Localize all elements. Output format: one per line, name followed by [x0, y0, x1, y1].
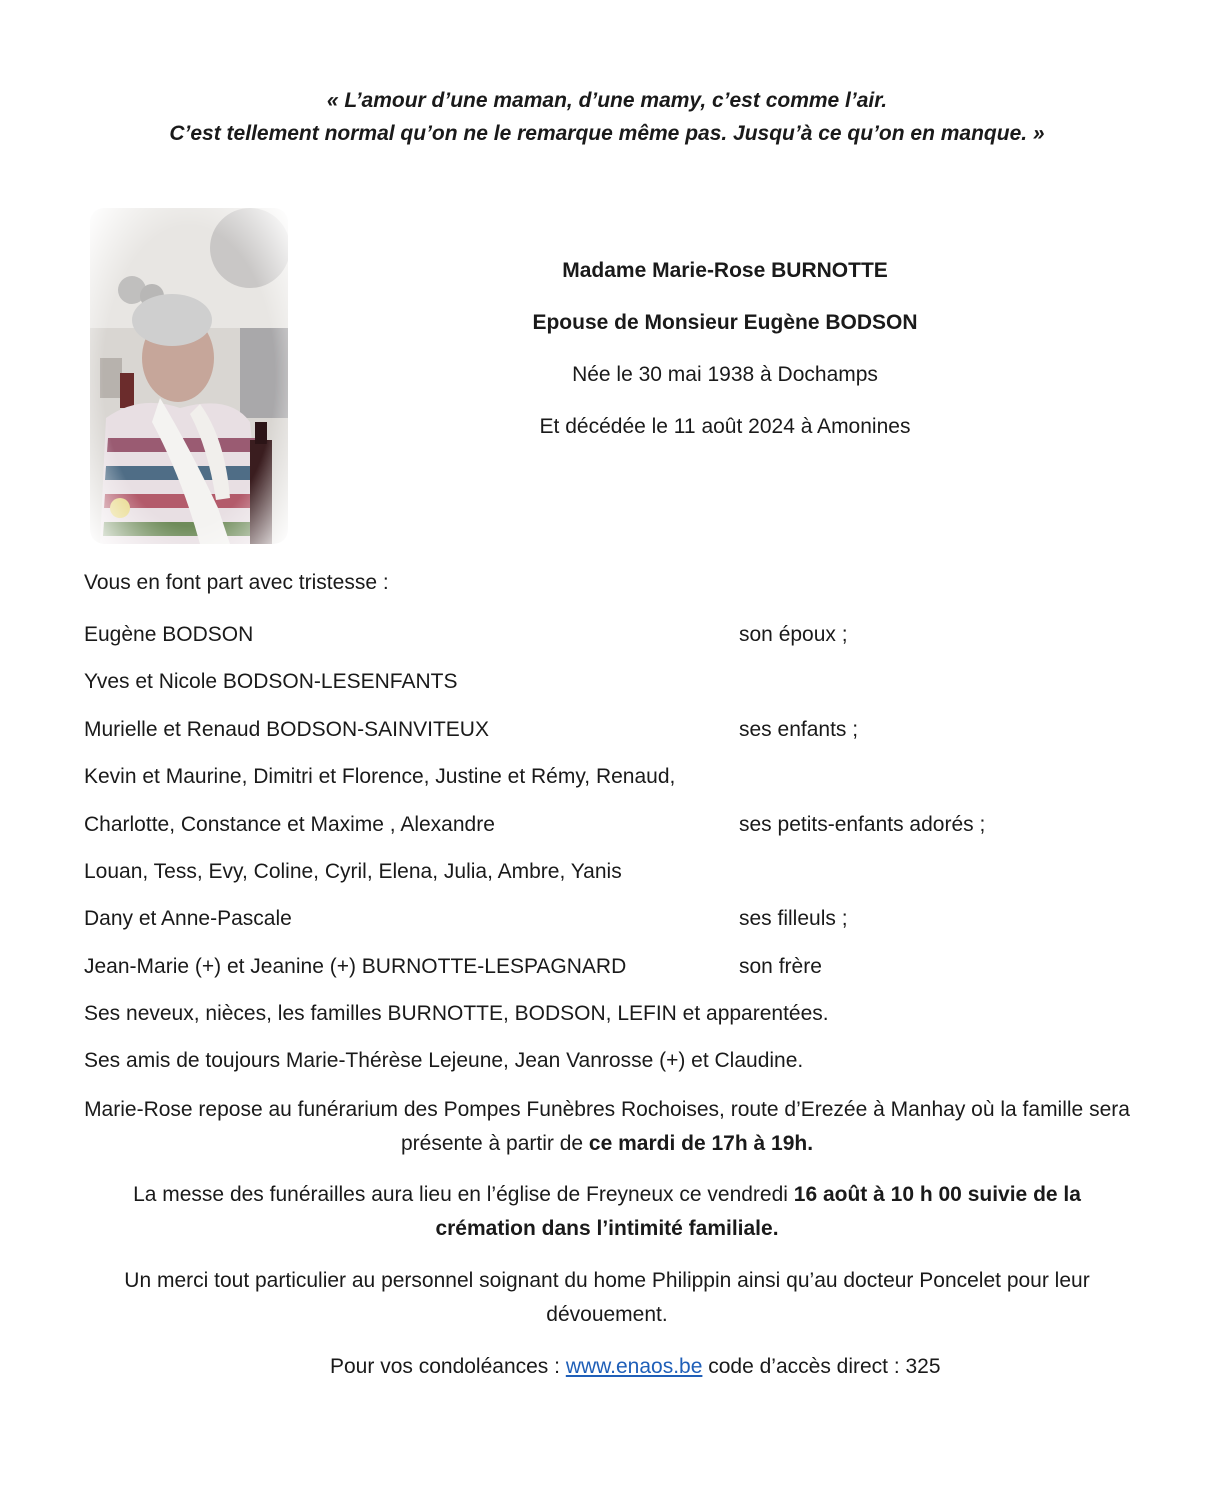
condolences-suffix: code d’accès direct : 325	[702, 1355, 941, 1378]
family-role: ses petits-enfants adorés ;	[739, 813, 986, 836]
family-role: ses enfants ;	[739, 718, 859, 741]
deceased-name: Madame Marie-Rose BURNOTTE	[562, 259, 888, 282]
family-names: Yves et Nicole BODSON-LESENFANTS	[84, 670, 458, 693]
condolences-link[interactable]: www.enaos.be	[565, 1355, 703, 1378]
portrait-photo	[90, 208, 288, 544]
family-names: Charlotte, Constance et Maxime , Alexandre	[84, 813, 495, 836]
family-names: Ses amis de toujours Marie-Thérèse Lejeune, Jean Vanrosse (+) et Claudine.	[84, 1049, 804, 1072]
family-names: Eugène BODSON	[84, 623, 254, 646]
family-names: Jean-Marie (+) et Jeanine (+) BURNOTTE-LESPAGNARD	[84, 955, 627, 978]
funerarium-hours: ce mardi de 17h à 19h.	[588, 1132, 814, 1155]
mass-paragraph	[80, 1178, 1134, 1246]
funerarium-paragraph	[80, 1093, 1134, 1161]
intro-line: Vous en font part avec tristesse :	[84, 571, 389, 594]
family-names: Murielle et Renaud BODSON-SAINVITEUX	[84, 718, 489, 741]
family-names: Kevin et Maurine, Dimitri et Florence, Justine et Rémy, Renaud,	[84, 765, 676, 788]
funerarium-text: Marie-Rose repose au funérarium des Pompes Funèbres Rochoises, route d’Erezée à Manhay où la famille sera présente à partir de	[84, 1098, 1130, 1155]
family-names: Dany et Anne-Pascale	[84, 907, 292, 930]
mass-text: La messe des funérailles aura lieu en l’église de Freyneux ce vendredi	[133, 1183, 794, 1206]
condolences-line	[330, 1350, 941, 1384]
death-line: Et décédée le 11 août 2024 à Amonines	[539, 415, 911, 438]
thanks-paragraph: Un merci tout particulier au personnel soignant du home Philippin ainsi qu’au docteur Poncelet pour leur dévouement.	[124, 1269, 1090, 1326]
family-role: ses filleuls ;	[739, 907, 848, 930]
quote-line-1: « L’amour d’une maman, d’une mamy, c’est comme l’air.	[326, 89, 888, 112]
family-role: son époux ;	[739, 623, 848, 646]
mass-date: 16 août à 10 h 00 suivie de la crémation dans l’intimité familiale.	[435, 1183, 1081, 1240]
spouse-line: Epouse de Monsieur Eugène BODSON	[532, 311, 918, 334]
family-names: Louan, Tess, Evy, Coline, Cyril, Elena, Julia, Ambre, Yanis	[84, 860, 622, 883]
quote-line-2: C’est tellement normal qu’on ne le remarque même pas. Jusqu’à ce qu’on en manque. »	[169, 122, 1045, 145]
birth-line: Née le 30 mai 1938 à Dochamps	[572, 363, 878, 386]
condolences-prefix: Pour vos condoléances :	[330, 1355, 566, 1378]
family-role: son frère	[739, 955, 822, 978]
family-names: Ses neveux, nièces, les familles BURNOTTE, BODSON, LEFIN et apparentées.	[84, 1002, 829, 1025]
